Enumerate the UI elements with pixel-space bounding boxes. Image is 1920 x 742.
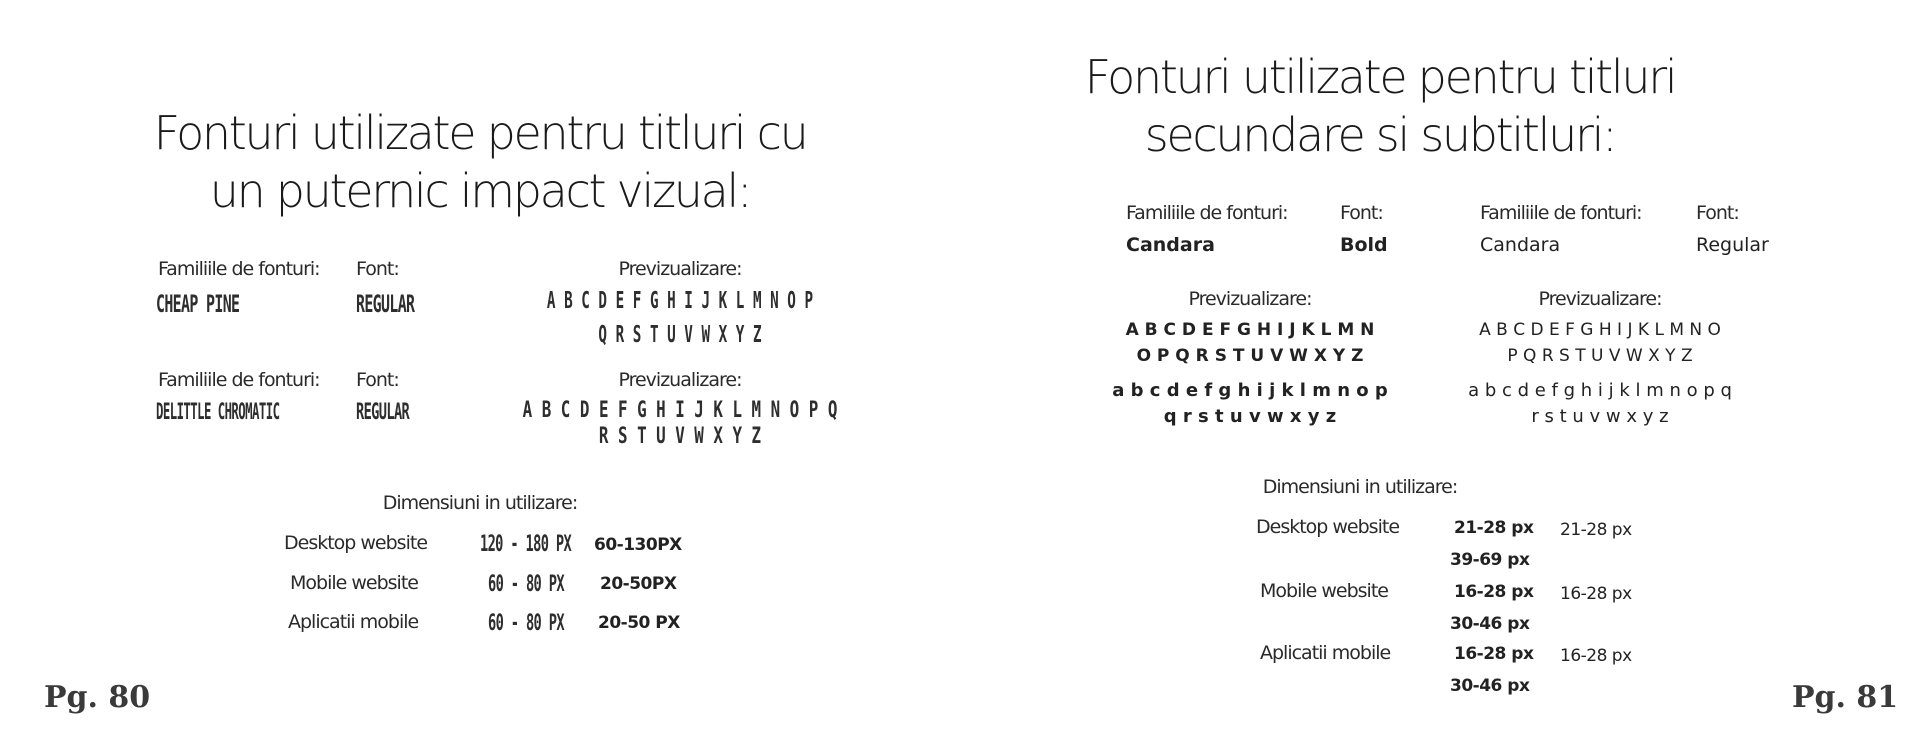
left-page-title: [140, 104, 820, 220]
right-dim-desktop-v1a: 21-28 px: [1454, 518, 1534, 538]
preview-candara-regular-upper-2: P Q R S T U V W X Y Z: [1507, 346, 1693, 366]
left-title-line-2: un puternic impact vizual:: [209, 164, 751, 218]
right-title-line-1: Fonturi utilizate pentru titluri: [1084, 50, 1676, 104]
right-font-label-1: Font:: [1340, 202, 1383, 224]
right-page-title: [1080, 48, 1680, 164]
preview-candara-regular-lower-1: a b c d e f g h i j k l m n o p q: [1468, 380, 1732, 401]
preview-cheap-pine-line-1: A B C D E F G H I J K L M N O P: [546, 288, 814, 314]
left-dim-apps-v1: 60 - 80 PX: [488, 611, 564, 636]
right-dim-mobile-v1a: 16-28 px: [1454, 582, 1534, 602]
right-page: [960, 0, 1920, 742]
left-preview-label-2: Previzualizare:: [618, 369, 742, 391]
right-title-line-2: secundare si subtitluri:: [1144, 108, 1616, 162]
left-dim-desktop-v1: 120 - 180 PX: [480, 532, 572, 557]
font-family-delittle-chromatic: DELITTLE CHROMATIC: [156, 400, 280, 425]
font-family-cheap-pine: CHEAP PINE: [156, 290, 240, 318]
right-dim-mobile-v2: 16-28 px: [1560, 584, 1632, 604]
left-title-line-1: Fonturi utilizate pentru titluri cu: [153, 106, 807, 160]
preview-candara-regular-lower-2: r s t u v w x y z: [1531, 406, 1669, 427]
font-style-regular: Regular: [1696, 234, 1769, 256]
left-families-label-1: Familiile de fonturi:: [158, 258, 320, 280]
left-dim-mobile-v1: 60 - 80 PX: [488, 572, 564, 597]
preview-candara-bold-lower-2: q r s t u v w x y z: [1163, 406, 1337, 427]
right-dim-mobile-v1b: 30-46 px: [1450, 614, 1530, 634]
preview-candara-bold-lower-1: a b c d e f g h i j k l m n o p: [1112, 380, 1388, 401]
left-dim-apps-v2: 20-50 PX: [598, 613, 680, 633]
left-font-label-2: Font:: [356, 369, 399, 391]
right-dim-apps-v1b: 30-46 px: [1450, 676, 1530, 696]
right-dim-label-desktop: Desktop website: [1256, 516, 1400, 538]
left-dim-label-mobile: Mobile website: [290, 572, 418, 594]
left-font-label-1: Font:: [356, 258, 399, 280]
preview-delittle-chromatic-line-1: A B C D E F G H I J K L M N O P Q: [522, 398, 838, 423]
left-dim-label-apps: Aplicatii mobile: [288, 611, 419, 633]
right-dim-apps-v1a: 16-28 px: [1454, 644, 1534, 664]
right-dim-label-apps: Aplicatii mobile: [1260, 642, 1391, 664]
page-number-right: Pg. 81: [1792, 680, 1899, 715]
preview-delittle-chromatic-line-2: R S T U V W X Y Z: [598, 424, 762, 449]
left-families-label-2: Familiile de fonturi:: [158, 369, 320, 391]
font-style-delittle-chromatic: REGULAR: [356, 400, 410, 425]
left-preview-label-1: Previzualizare:: [618, 258, 742, 280]
right-preview-label-1: Previzualizare:: [1188, 288, 1312, 310]
left-dim-mobile-v2: 20-50PX: [600, 574, 677, 594]
right-font-label-2: Font:: [1696, 202, 1739, 224]
right-preview-label-2: Previzualizare:: [1538, 288, 1662, 310]
left-dim-desktop-v2: 60-130PX: [594, 535, 682, 555]
preview-candara-bold-upper-1: A B C D E F G H I J K L M N: [1125, 320, 1375, 340]
right-dim-desktop-v2: 21-28 px: [1560, 520, 1632, 540]
right-dim-label-mobile: Mobile website: [1260, 580, 1388, 602]
right-dimensions-label: Dimensiuni in utilizare:: [1262, 476, 1458, 498]
left-dim-label-desktop: Desktop website: [284, 532, 428, 554]
left-dimensions-label: Dimensiuni in utilizare:: [382, 492, 578, 514]
right-dim-apps-v2: 16-28 px: [1560, 646, 1632, 666]
font-style-cheap-pine: REGULAR: [356, 290, 415, 318]
preview-candara-bold-upper-2: O P Q R S T U V W X Y Z: [1136, 346, 1364, 366]
preview-candara-regular-upper-1: A B C D E F G H I J K L M N O: [1479, 320, 1721, 340]
font-style-bold: Bold: [1340, 234, 1388, 256]
page-number-left: Pg. 80: [44, 680, 151, 715]
font-family-candara-regular: Candara: [1480, 234, 1561, 256]
right-dim-desktop-v1b: 39-69 px: [1450, 550, 1530, 570]
right-families-label-1: Familiile de fonturi:: [1126, 202, 1288, 224]
preview-cheap-pine-line-2: Q R S T U V W X Y Z: [598, 322, 762, 348]
right-families-label-2: Familiile de fonturi:: [1480, 202, 1642, 224]
font-family-candara-bold: Candara: [1126, 234, 1215, 256]
